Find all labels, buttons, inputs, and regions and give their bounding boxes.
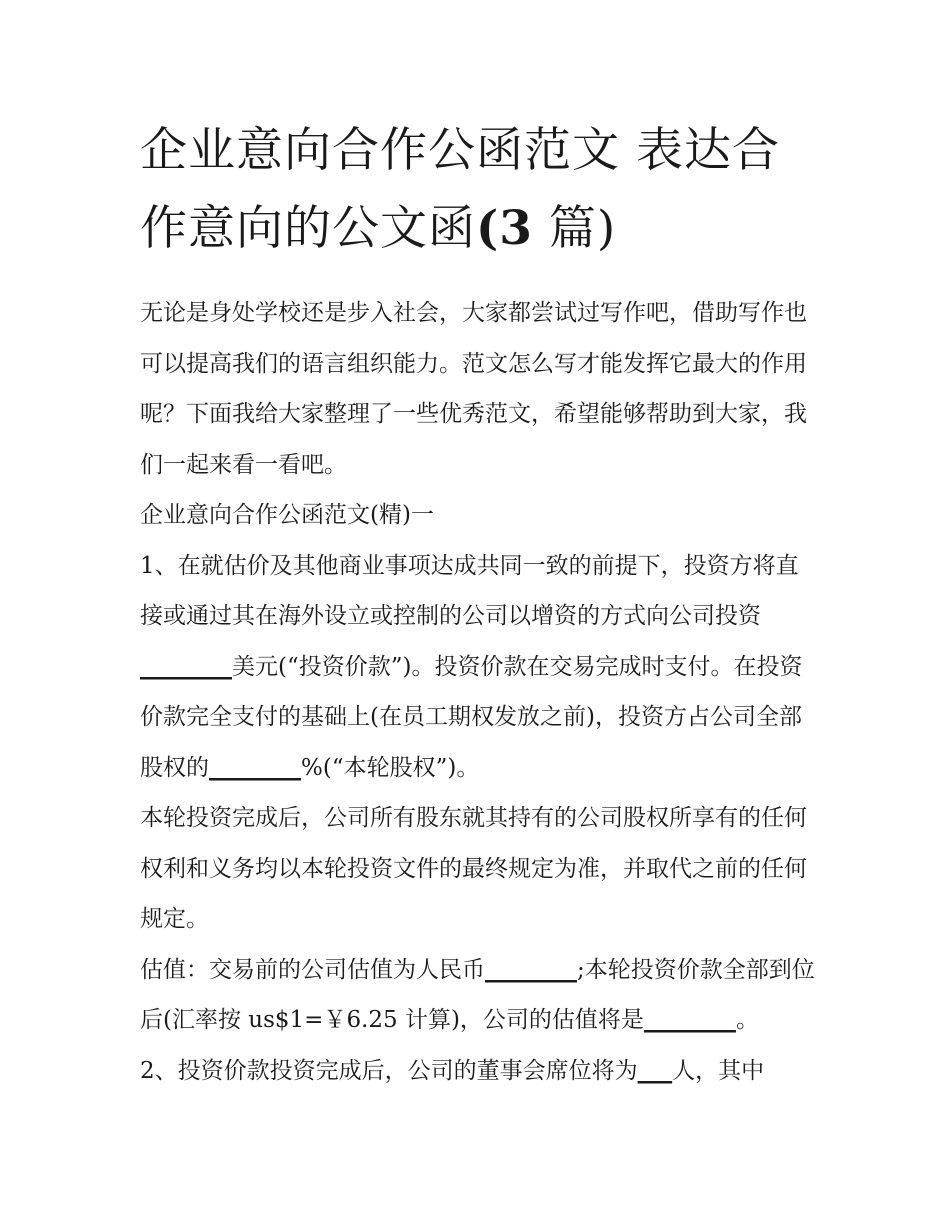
equity-percent-blank: ________ (209, 754, 301, 781)
rights-paragraph: 本轮投资完成后，公司所有股东就其持有的公司股权所享有的任何权利和义务均以本轮投资文件的最终规定为准，并取代之前的任何规定。 (140, 805, 807, 932)
board-seats-blank: ___ (637, 1057, 673, 1084)
clause-1-paragraph (140, 541, 820, 794)
post-money-valuation-blank: ________ (643, 1007, 736, 1033)
clause-1-text-b: 美元(“投资价款”)。投资价款在交易完成时支付。在投资价款完全支付的基础上(在员工期权发放之前)，投资方占公司全部股权的 (140, 653, 803, 781)
title-count: (3 (476, 201, 533, 256)
clause-1-text-a: 1、在就估价及其他商业事项达成共同一致的前提下，投资方将直接或通过其在海外设立或控制的公司以增资的方式向公司投资 (140, 552, 799, 629)
pre-money-valuation-blank: ________ (485, 956, 577, 983)
title-line-1: 企业意向合作公函范文 表达合 (140, 123, 780, 178)
intro-paragraph: 无论是身处学校还是步入社会，大家都尝试过写作吧，借助写作也可以提高我们的语言组织能力。范文怎么写才能发挥它最大的作用呢？下面我给大家整理了一些优秀范文，希望能够帮助到大家，我们一起来看一看吧。 (140, 300, 807, 478)
investment-amount-blank: ________ (140, 653, 232, 680)
clause-2-paragraph (140, 1046, 820, 1097)
clause-2-text-b: 人，其中 (672, 1057, 765, 1084)
valuation-paragraph (140, 945, 820, 1046)
title-line-2: 作意向的公文函 (140, 201, 476, 256)
section-heading: 企业意向合作公函范文(精)一 (140, 502, 434, 528)
clause-2-text-a: 2、投资价款投资完成后，公司的董事会席位将为 (140, 1057, 638, 1084)
valuation-text-a: 估值：交易前的公司估值为人民币 (140, 956, 485, 983)
title-suffix: 篇) (532, 201, 617, 256)
clause-1-text-c: %(“本轮股权”)。 (301, 754, 480, 781)
valuation-text-c: 。 (735, 1007, 759, 1033)
document-title (140, 112, 820, 268)
document-page (140, 112, 820, 1096)
valuation-text-b: ;本轮投资价款全部到位后(汇率按 us$1=￥6.25 计算)，公司的估值将是 (140, 956, 815, 1033)
